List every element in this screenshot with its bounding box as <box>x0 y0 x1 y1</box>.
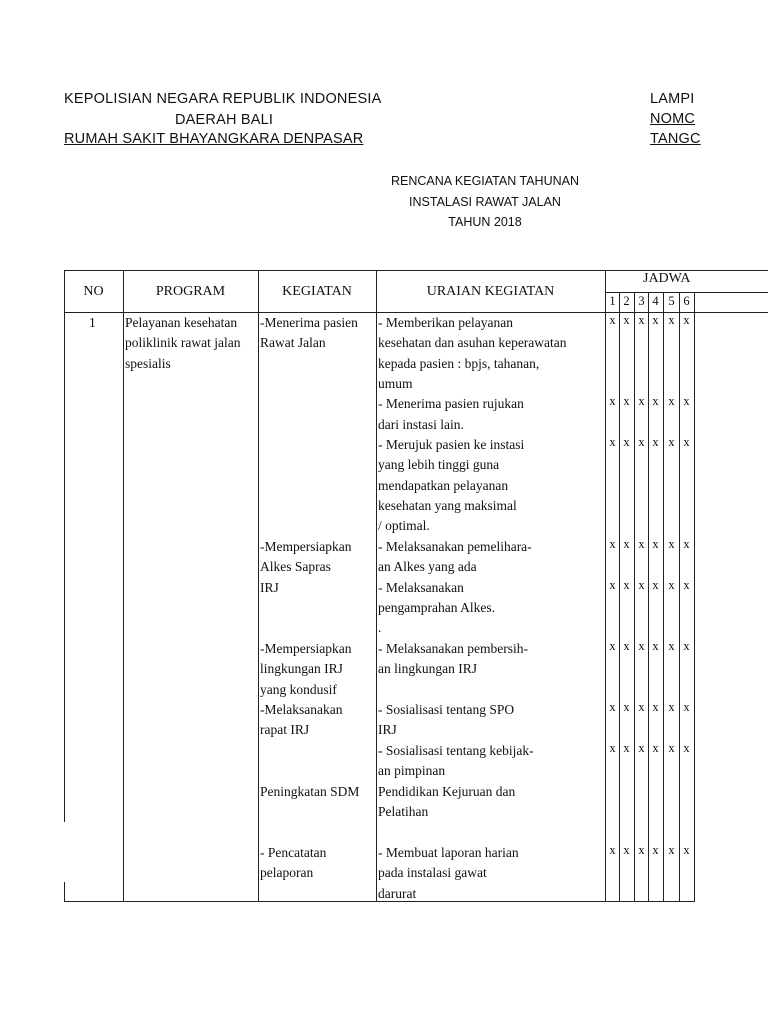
schedule-mark: x <box>623 700 630 714</box>
schedule-mark: x <box>638 741 645 755</box>
schedule-mark: x <box>638 394 645 408</box>
schedule-mark: x <box>683 313 690 327</box>
schedule-mark: x <box>652 700 659 714</box>
schedule-mark: x <box>638 435 645 449</box>
uraian-line: - Melaksanakan <box>378 580 464 595</box>
date-label: TANGC <box>650 131 701 147</box>
schedule-mark: x <box>668 313 675 327</box>
uraian-line: - Menerima pasien rujukan <box>378 396 524 411</box>
schedule-mark: x <box>652 639 659 653</box>
schedule-mark: x <box>683 741 690 755</box>
schedule-mark: x <box>623 578 630 592</box>
schedule-mark: x <box>609 639 616 653</box>
month-divider-2 <box>634 292 635 902</box>
col-divider-kegiatan <box>376 270 377 902</box>
schedule-mark: x <box>623 313 630 327</box>
kegiatan-line: lingkungan IRJ <box>260 661 343 676</box>
header-jadwal: JADWA <box>643 271 691 286</box>
uraian-line: mendapatkan pelayanan <box>378 478 509 493</box>
table-left-border-bottom <box>64 882 65 902</box>
schedule-mark: x <box>638 313 645 327</box>
col-divider-program <box>258 270 259 902</box>
uraian-line: dari instasi lain. <box>378 417 464 432</box>
jadwal-divider <box>605 292 768 293</box>
number-label: NOMC <box>650 111 696 127</box>
uraian-line: kesehatan dan asuhan keperawatan <box>378 335 567 350</box>
kegiatan-line: IRJ <box>260 580 279 595</box>
kegiatan-line: Rawat Jalan <box>260 335 326 350</box>
uraian-line: umum <box>378 376 413 391</box>
org-line-2: DAERAH BALI <box>175 112 274 128</box>
row-number: 1 <box>89 315 96 330</box>
program-line: Pelayanan kesehatan <box>125 315 238 330</box>
uraian-line: . <box>378 620 382 635</box>
header-program: PROGRAM <box>155 284 226 299</box>
schedule-mark: x <box>683 537 690 551</box>
schedule-mark: x <box>638 843 645 857</box>
org-line-3: RUMAH SAKIT BHAYANGKARA DENPASAR <box>64 131 364 147</box>
uraian-line: IRJ <box>378 722 397 737</box>
uraian-line: kepada pasien : bpjs, tahanan, <box>378 356 540 371</box>
schedule-mark: x <box>683 578 690 592</box>
table-left-border-top <box>64 270 65 822</box>
schedule-mark: x <box>683 843 690 857</box>
uraian-line: an pimpinan <box>378 763 446 778</box>
document-subtitle: INSTALASI RAWAT JALAN <box>409 195 561 209</box>
schedule-mark: x <box>609 741 616 755</box>
schedule-mark: x <box>668 394 675 408</box>
month-6: 6 <box>683 294 690 308</box>
schedule-mark: x <box>609 537 616 551</box>
schedule-mark: x <box>652 537 659 551</box>
uraian-line: - Melaksanakan pembersih- <box>378 641 528 656</box>
schedule-mark: x <box>668 741 675 755</box>
uraian-line: an Alkes yang ada <box>378 559 477 574</box>
month-5: 5 <box>668 294 675 308</box>
uraian-line: / optimal. <box>378 518 430 533</box>
schedule-mark: x <box>623 639 630 653</box>
uraian-line: - Memberikan pelayanan <box>378 315 513 330</box>
schedule-mark: x <box>609 700 616 714</box>
kegiatan-line: pelaporan <box>260 865 314 880</box>
schedule-mark: x <box>683 394 690 408</box>
header-no: NO <box>83 284 104 299</box>
schedule-mark: x <box>683 700 690 714</box>
schedule-mark: x <box>652 843 659 857</box>
header-kegiatan: KEGIATAN <box>282 284 352 299</box>
kegiatan-line: -Mempersiapkan <box>260 539 352 554</box>
schedule-mark: x <box>623 741 630 755</box>
kegiatan-line: -Mempersiapkan <box>260 641 352 656</box>
schedule-mark: x <box>652 578 659 592</box>
kegiatan-line: Peningkatan SDM <box>260 784 360 799</box>
kegiatan-line: rapat IRJ <box>260 722 310 737</box>
month-divider-3 <box>648 292 649 902</box>
schedule-mark: x <box>609 313 616 327</box>
uraian-line: - Membuat laporan harian <box>378 845 519 860</box>
month-4: 4 <box>652 294 659 308</box>
kegiatan-line: yang kondusif <box>260 682 337 697</box>
schedule-mark: x <box>623 843 630 857</box>
uraian-line: kesehatan yang maksimal <box>378 498 517 513</box>
header-uraian: URAIAN KEGIATAN <box>426 284 555 299</box>
schedule-mark: x <box>668 700 675 714</box>
schedule-mark: x <box>652 313 659 327</box>
document-title: RENCANA KEGIATAN TAHUNAN <box>391 174 579 188</box>
month-divider-1 <box>619 292 620 902</box>
attachment-label: LAMPI <box>650 91 695 107</box>
month-3: 3 <box>638 294 645 308</box>
kegiatan-line: -Menerima pasien <box>260 315 358 330</box>
kegiatan-line: -Melaksanakan <box>260 702 343 717</box>
schedule-mark: x <box>668 435 675 449</box>
schedule-mark: x <box>609 394 616 408</box>
uraian-line: - Merujuk pasien ke instasi <box>378 437 525 452</box>
schedule-mark: x <box>623 435 630 449</box>
org-line-1: KEPOLISIAN NEGARA REPUBLIK INDONESIA <box>64 91 382 107</box>
schedule-mark: x <box>638 537 645 551</box>
month-divider-4 <box>663 292 664 902</box>
program-line: spesialis <box>125 356 171 371</box>
month-divider-6 <box>694 292 695 902</box>
schedule-mark: x <box>652 394 659 408</box>
kegiatan-line: Alkes Sapras <box>260 559 331 574</box>
schedule-mark: x <box>668 843 675 857</box>
month-divider-5 <box>679 292 680 902</box>
month-1: 1 <box>609 294 616 308</box>
schedule-mark: x <box>638 639 645 653</box>
uraian-line: - Melaksanakan pemelihara- <box>378 539 532 554</box>
schedule-mark: x <box>609 435 616 449</box>
col-divider-no <box>123 270 124 902</box>
schedule-mark: x <box>623 537 630 551</box>
document-year: TAHUN 2018 <box>448 215 522 229</box>
schedule-mark: x <box>668 639 675 653</box>
schedule-mark: x <box>683 435 690 449</box>
schedule-mark: x <box>638 578 645 592</box>
program-line: poliklinik rawat jalan <box>125 335 241 350</box>
schedule-mark: x <box>638 700 645 714</box>
uraian-line: yang lebih tinggi guna <box>378 457 500 472</box>
uraian-line: pengamprahan Alkes. <box>378 600 495 615</box>
uraian-line: Pelatihan <box>378 804 429 819</box>
uraian-line: - Sosialisasi tentang kebijak- <box>378 743 534 758</box>
uraian-line: Pendidikan Kejuruan dan <box>378 784 516 799</box>
uraian-line: - Sosialisasi tentang SPO <box>378 702 515 717</box>
schedule-mark: x <box>623 394 630 408</box>
month-2: 2 <box>623 294 630 308</box>
schedule-mark: x <box>652 435 659 449</box>
schedule-mark: x <box>668 578 675 592</box>
uraian-line: an lingkungan IRJ <box>378 661 477 676</box>
uraian-line: darurat <box>378 886 417 901</box>
schedule-mark: x <box>652 741 659 755</box>
kegiatan-line: - Pencatatan <box>260 845 327 860</box>
schedule-mark: x <box>609 578 616 592</box>
schedule-mark: x <box>609 843 616 857</box>
schedule-mark: x <box>668 537 675 551</box>
schedule-mark: x <box>683 639 690 653</box>
uraian-line: pada instalasi gawat <box>378 865 487 880</box>
